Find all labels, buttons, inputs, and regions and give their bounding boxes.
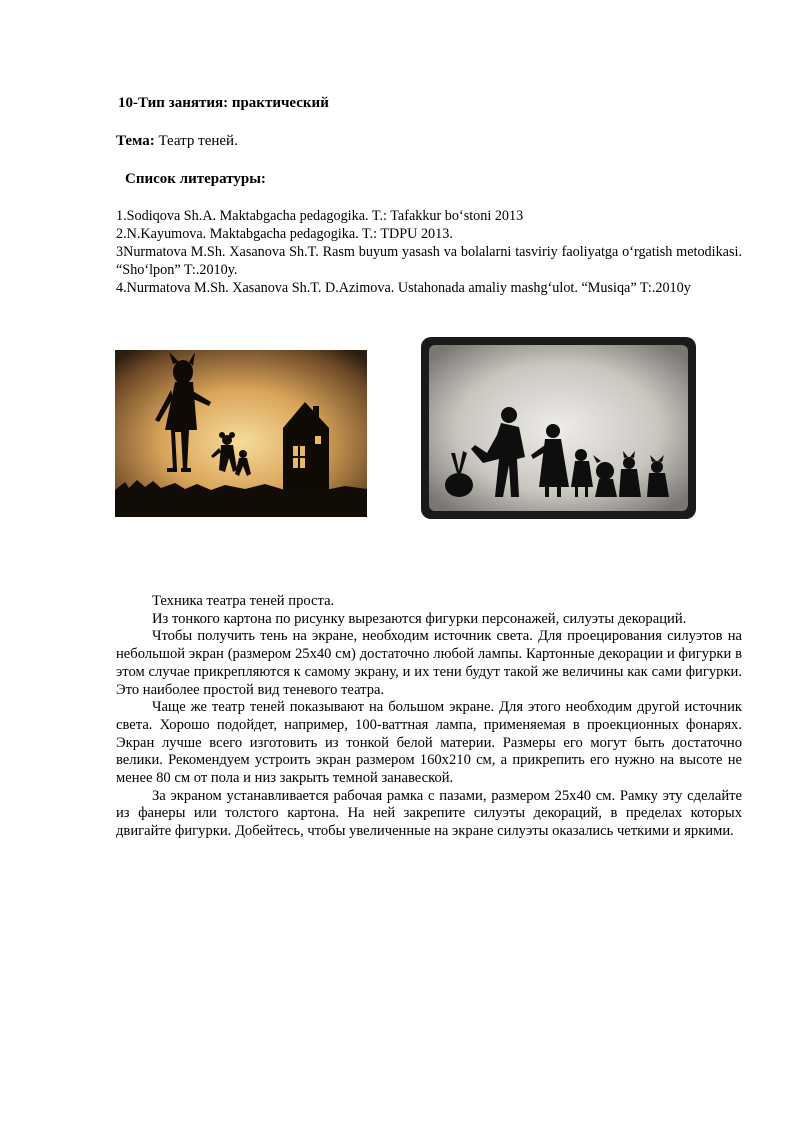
paragraph: Из тонкого картона по рисунку вырезаются фигурки персонажей, силуэты декораций. — [152, 610, 687, 627]
paragraph: Техника театра теней проста. — [152, 593, 335, 609]
paragraph: Чтобы получить тень на экране, необходим источник света. Для проецирования силуэтов на небольшой экран (размером 25х40 см) достаточно любой лампы. Картонные декорации и фигурки в этом случае прикрепляются к самому экрану, и их тени будут такой же величины как сами фигурки. Это наиболее простой вид теневого театра. — [116, 628, 742, 698]
literature-title: Список литературы: — [125, 171, 266, 187]
topic-label: Тема: — [116, 133, 155, 149]
reference-item: 1.Sodiqova Sh.A. Maktabgacha pedagogika. T.: Tafakkur bo‘stoni 2013 — [116, 208, 524, 224]
reference-item: 4.Nurmatova M.Sh. Xasanova Sh.T. D.Azimova. Ustahonada amaliy mashg‘ulot. “Musiqa” T:.2010y — [116, 280, 691, 296]
lesson-heading: 10-Тип занятия: практический — [118, 95, 329, 111]
paragraph: За экраном устанавливается рабочая рамка с пазами, размером 25х40 см. Рамку эту сделайте из фанеры или толстого картона. На ней закрепите силуэты декораций, в пределах которых двигайте фигурки. Добейтесь, чтобы увеличенные на экране силуэты оказались четкими и яркими. — [116, 787, 742, 840]
topic-value: Театр теней. — [158, 133, 238, 149]
reference-list — [116, 207, 742, 297]
topic-line — [116, 133, 238, 150]
shadow-theatre-photo-turnip — [421, 337, 696, 519]
body-text — [116, 593, 742, 841]
paragraph: Чаще же театр теней показывают на большом экране. Для этого необходим другой источник света. Хорошо подойдет, например, 100-ваттная лампа, применяемая в проекционных фонарях. Экран лучше всего изготовить из тонкой белой материи. Размеры его могут быть достаточно велики. Рекомендуем устроить экран размером 160х210 см, а прикрепить его нужно на высоте не менее 80 см от пола и низ закрыть темной занавеской. — [116, 699, 742, 787]
reference-item: 3Nurmatova M.Sh. Xasanova Sh.T. Rasm buyum yasash va bolalarni tasviriy faoliyatga o‘rgatish metodikasi. “Sho‘lpon” T:.2010y. — [116, 244, 742, 278]
reference-item: 2.N.Kayumova. Maktabgacha pedagogika. T.: TDPU 2013. — [116, 226, 453, 242]
shadow-theatre-photo-house — [115, 350, 367, 517]
